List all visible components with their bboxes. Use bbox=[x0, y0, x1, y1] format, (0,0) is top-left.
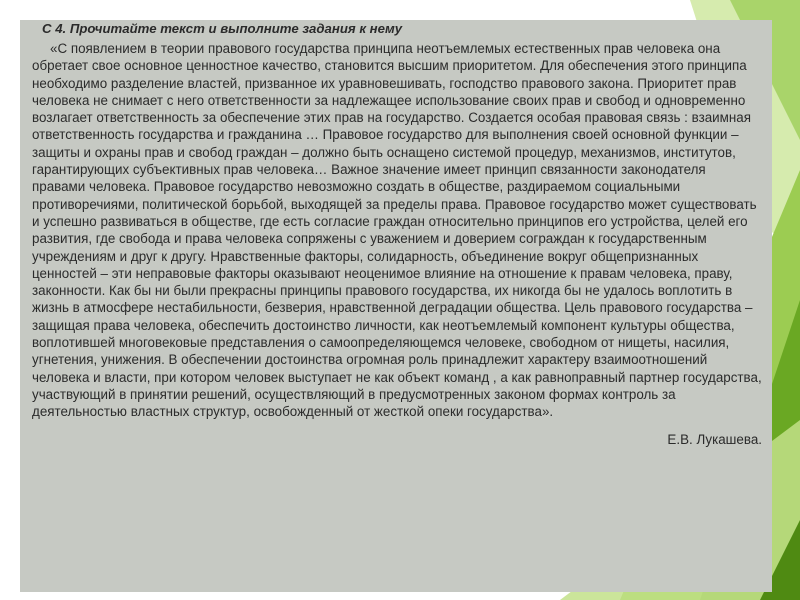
slide-title: С 4. Прочитайте текст и выполните задания к нему bbox=[42, 21, 403, 36]
quote-text: «С появлением в теории правового государства принципа неотъемлемых естественных прав человека она обретает свое основное ценностное качество, становится высшим приоритетом. Для обеспечения этого принципа необходимо разделение властей, призванное их уравновешивать, господство правового закона. Приоритет прав человека не снимает с него ответственности за надлежащее использование своих прав и свобод и одновременно возлагает ответственность за обеспечение этих прав на государство. Создается особая правовая связь : взаимная ответственность государства и гражданина … Правовое государство для выполнения своей основной функции – защиты и охраны прав и свобод граждан – должно быть оснащено системой процедур, механизмов, институтов, гарантирующих субъективных прав человека… Важное значение имеет принцип связанности законодателя правами человека. Правовое государство невозможно создать в обществе, раздираемом социальными противоречиями, политической борьбой, выходящей за пределы права. Правовое государство может существовать и успешно развиваться в обществе, где есть согласие граждан относительно принципов его устройства, целей его развития, где свобода и права человека сопряжены с уважением и доверием сограждан к государственным учреждениям и друг к другу. Нравственные факторы, солидарность, объединение вокруг общепризнанных ценностей – эти неправовые факторы оказывают неоценимое влияние на отношение к правам человека, праву, законности. Как бы ни были прекрасны принципы правового государства, их никогда бы не удалось воплотить в жизнь в атмосфере нестабильности, безверия, нравственной деградации общества. Цель правового государства – защищая права человека, обеспечить достоинство личности, как неотъемлемый компонент культуры общества, воплотившей многовековые представления о самоопределяющемся человеке, свободном от нищеты, насилия, угнетения, унижения. В обеспечении достоинства огромная роль принадлежит характеру взаимоотношений человека и власти, при котором человек выступает не как объект команд , а как равноправный партнер государства, участвующий в принятии решений, осуществляющий в предусмотренных законом формах контроль за деятельностью властных структур, освобожденный от жесткой опеки государства». bbox=[32, 41, 762, 420]
slide-content bbox=[32, 20, 762, 449]
quote-author: Е.В. Лукашева. bbox=[667, 431, 762, 447]
